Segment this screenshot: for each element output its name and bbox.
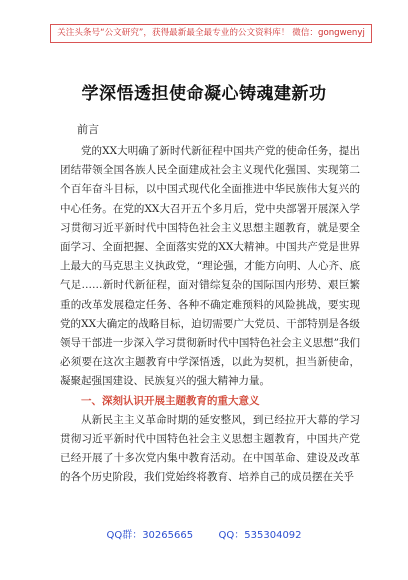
document-title: 学深悟透担使命凝心铸魂建新功 [81, 84, 327, 104]
promo-banner: 关注头条号“公文研究”，获得最新最全最专业的公文资料库！ 微信：gongwenyj [50, 24, 372, 43]
document-body [60, 142, 360, 488]
section-paragraph: 从新民主主义革命时期的延安整风，到已经拉开大幕的学习贯彻习近平新时代中国特色社会主义思想主题教育，中国共产党已经开展了十多次党内集中教育活动。在中国革命、建设及改革的各个历史阶段，我们党始终将教育、培养自己的成员摆在关乎 [60, 413, 360, 484]
preface-label: 前言 [77, 123, 99, 136]
footer-contact: QQ群：30265665 QQ：535304092 [106, 530, 302, 541]
body-paragraph: 党的XX大明确了新时代新征程中国共产党的使命任务，提出团结带领全国各族人民全面建成社会主义现代化强国、实现第二个百年奋斗目标，以中国式现代化全面推进中华民族伟大复兴的中心任务。在党的XX大召开五个多月后，党中央部署开展深入学习贯彻习近平新时代中国特色社会主义思想主题教育，就是要全面学习、全面把握、全面落实党的XX大精神。中国共产党是世界上最大的马克思主义执政党，“理论强，才能方向明、人心齐、底气足……新时代新征程，面对错综复杂的国际国内形势、艰巨繁重的改革发展稳定任务、各种不确定难预料的风险挑战，要实现党的XX大确定的战略目标，迫切需要广大党员、干部特别是各级领导干部进一步深入学习贯彻新时代中国特色社会主义思想”我们必须要在这次主题教育中学深悟透，以此为契机，担当新使命，凝聚起强国建设、民族复兴的强大精神力量。 [60, 145, 360, 388]
section-heading: 一、深刻认识开展主题教育的重大意义 [81, 394, 260, 407]
